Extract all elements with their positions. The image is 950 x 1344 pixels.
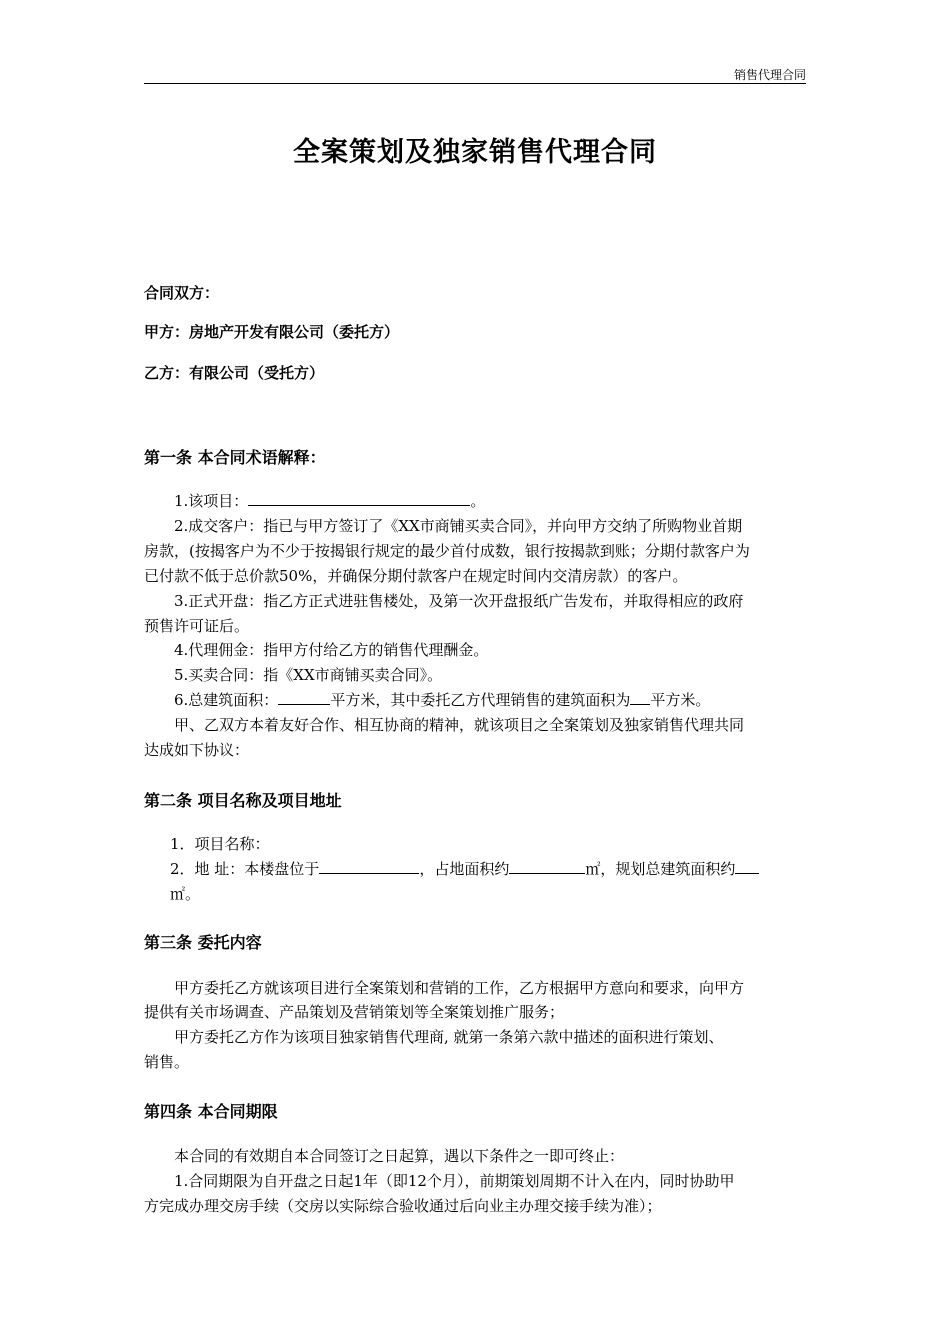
article1-item3-line2: 预售许可证后。 — [144, 617, 250, 635]
article1-agreement-line1: 甲、乙双方本着友好合作、相互协商的精神，就该项目之全案策划及独家销售代理共同 — [174, 716, 745, 734]
article1-item3-line1: 3.正式开盘：指乙方正式进驻售楼处，及第一次开盘报纸广告发布，并取得相应的政府 — [174, 592, 744, 610]
item1-suffix: 。 — [470, 492, 486, 510]
article2-item2-unit: ㎡。 — [170, 885, 201, 903]
document-title: 全案策划及独家销售代理合同 — [293, 137, 657, 168]
article3-heading: 第三条 委托内容 — [144, 933, 262, 952]
article1-item4: 4.代理佣金：指甲方付给乙方的销售代理酬金。 — [174, 641, 489, 659]
article4-item1-line2: 方完成办理交房手续（交房以实际综合验收通过后向业主办理交接手续为准）； — [144, 1197, 662, 1215]
article4-item1-line1: 1.合同期限为自开盘之日起1年（即12个月），前期策划周期不计入在内，同时协助甲 — [174, 1172, 735, 1190]
party-b: 乙方：有限公司（受托方） — [144, 364, 325, 382]
article3-para1-line2: 提供有关市场调查、产品策划及营销策划等全案策划推广服务； — [144, 1003, 565, 1021]
article1-heading: 第一条 本合同术语解释： — [144, 448, 326, 467]
article3-para2-line2: 销售。 — [144, 1053, 190, 1071]
header-rule — [144, 83, 806, 84]
article1-item6 — [144, 688, 806, 712]
item2-planned-area-label: ㎡，规划总建筑面积约 — [585, 860, 736, 878]
party-a: 甲方：房地产开发有限公司（委托方） — [144, 323, 400, 341]
article1-item2-line1: 2.成交客户：指已与甲方签订了《XX市商铺买卖合同》，并向甲方交纳了所购物业首期 — [174, 517, 743, 535]
article4-para1: 本合同的有效期自本合同签订之日起算，遇以下条件之一即可终止： — [174, 1147, 625, 1165]
item6-prefix: 6.总建筑面积： — [174, 691, 279, 709]
agency-area-blank — [630, 688, 650, 705]
article2-item1: 1．项目名称： — [170, 835, 270, 853]
article1-item5: 5.买卖合同：指《XX市商铺买卖合同》。 — [174, 666, 443, 684]
article4-heading: 第四条 本合同期限 — [144, 1102, 278, 1121]
project-name-blank — [248, 489, 470, 506]
article1-item2-line2: 房款，(按揭客户为不少于按揭银行规定的最少首付成数，银行按揭款到账；分期付款客户为 — [144, 542, 750, 560]
article1-item2-line3: 已付款不低于总价款50%，并确保分期付款客户在规定时间内交清房款）的客户。 — [144, 567, 688, 585]
total-area-blank — [278, 688, 330, 705]
location-blank — [319, 857, 419, 874]
parties-label: 合同双方： — [144, 284, 220, 302]
land-area-blank — [509, 857, 585, 874]
item6-suffix: 平方米。 — [650, 691, 711, 709]
article1-agreement-line2: 达成如下协议： — [144, 741, 250, 759]
article2-item2 — [144, 857, 806, 881]
article1-item1 — [144, 489, 806, 513]
item6-mid: 平方米，其中委托乙方代理销售的建筑面积为 — [330, 691, 631, 709]
item2-address-label: 2．地 址：本楼盘位于 — [170, 860, 320, 878]
article3-para1-line1: 甲方委托乙方就该项目进行全案策划和营销的工作，乙方根据甲方意向和要求，向甲方 — [174, 979, 745, 997]
item2-land-area-label: ，占地面积约 — [419, 860, 510, 878]
article2-heading: 第二条 项目名称及项目地址 — [144, 791, 342, 810]
item1-prefix: 1.该项目： — [174, 492, 249, 510]
page-header-text: 销售代理合同 — [733, 68, 806, 82]
article3-para2-line1: 甲方委托乙方作为该项目独家销售代理商, 就第一条第六款中描述的面积进行策划、 — [174, 1028, 724, 1046]
planned-area-blank — [735, 857, 759, 874]
